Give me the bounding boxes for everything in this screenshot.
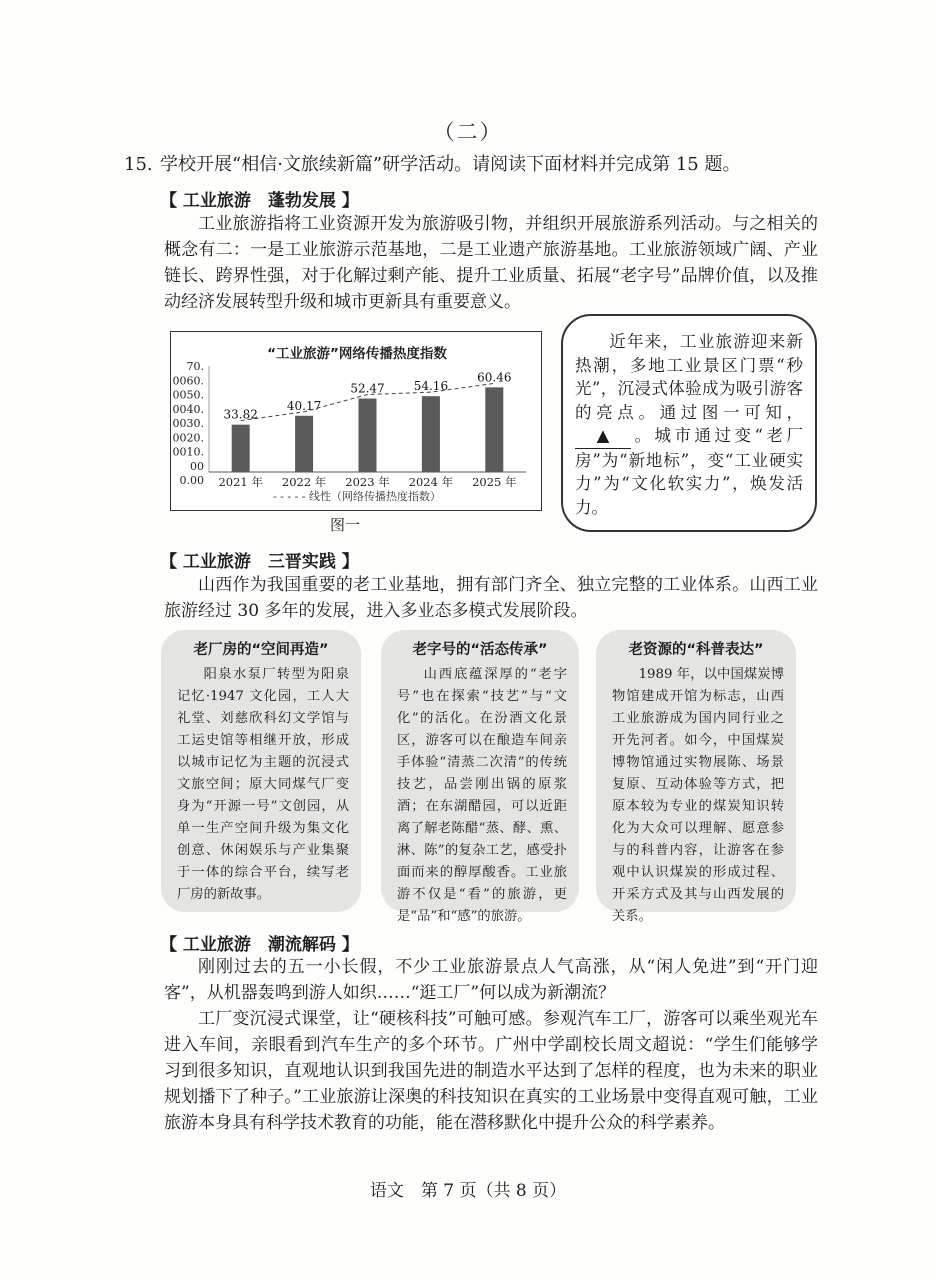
x-tick-label: 2024 年	[408, 475, 454, 489]
data-label: 54.16	[413, 379, 449, 394]
part1-paragraph: 工业旅游指将工业资源开发为旅游吸引物，并组织开展旅游系列活动。与之相关的概念有二：一是工业旅游示范基地，二是工业遗产旅游基地。工业旅游领域广阔、产业链长、跨界性强，对于化解过剩产能、提升工业质量、拓展“老字号”品牌价值，以及推动经济发展转型升级和城市更新具有重要意义。	[164, 214, 818, 312]
part2-paragraph: 山西作为我国重要的老工业基地，拥有部门齐全、独立完整的工业体系。山西工业旅游经过 30 多年的发展，进入多业态多模式发展阶段。	[164, 575, 818, 621]
question-text: 学校开展“相信·文旅续新篇”研学活动。请阅读下面材料并完成第 15 题。	[160, 154, 741, 175]
y-tick-label: 0060.	[172, 374, 204, 388]
part3-paragraph-2: 工厂变沉浸式课堂，让“硬核科技”可触可感。参观汽车工厂，游客可以乘坐观光车进入车间，亲眼看到汽车生产的多个环节。广州中学副校长周文超说：“学生们能够学习到很多知识，直观地认识到我国先进的制造水平达到了怎样的程度，也为未来的职业规划播下了种子。”工业旅游让深奥的科技知识在真实的工业场景中变得直观可触，工业旅游本身具有科学技术教育的功能，能在潜移默化中提升公众的科学素养。	[164, 1009, 818, 1133]
y-tick-label: 0030.	[172, 417, 204, 430]
page-footer: 语文 第 7 页（共 8 页）	[369, 1181, 567, 1201]
bar	[359, 399, 377, 472]
card-old-factory	[161, 630, 361, 912]
card-title: 老厂房的“空间再造”	[193, 642, 329, 658]
bubble-text-before: 近年来，工业旅游迎来新热潮，多地工业景区门票“秒光”，沉浸式体验成为吸引游客的亮点。通过图一可知，	[575, 332, 803, 422]
figure-label: 图一	[330, 516, 361, 534]
x-tick-label: 2022 年	[281, 475, 327, 489]
question-number: 15.	[124, 154, 153, 175]
speech-bubble	[561, 314, 817, 532]
answer-blank	[575, 424, 631, 449]
blank-mark: ▲	[596, 426, 610, 445]
question-stem	[124, 150, 740, 176]
bar	[422, 396, 440, 472]
card-text: 1989 年，以中国煤炭博物馆建成开馆为标志，山西工业旅游成为国内同行业之开先河者。如今，中国煤炭博物馆通过实物展陈、场景复原、互动体验等方式，把原本较为专业的煤炭知识转化为大众可以理解、愿意参与的科普内容，让游客在参观中认识煤炭的形成过程、开采方式及其与山西发展的关系。	[612, 667, 784, 924]
chart-legend: - - - - - 线性（网络传播热度指数）	[272, 490, 442, 503]
bubble-text-after: 。城市通过变“老厂房”为“新地标”，变“工业硬实力”为“文化软实力”，焕发活力。	[575, 426, 803, 517]
y-tick-label: 0010.	[172, 445, 204, 459]
bar	[232, 425, 250, 472]
y-tick-label: 0020.	[172, 431, 204, 445]
data-label: 33.82	[223, 407, 258, 422]
part3-paragraph-1: 刚刚过去的五一小长假，不少工业旅游景点人气高涨，从“闲人免进”到“开门迎客”，从机器轰鸣到游人如织……“逛工厂”何以成为新潮流？	[164, 957, 818, 1003]
y-axis-ticks	[173, 360, 205, 487]
card-text: 阳泉水泵厂转型为阳泉记忆·1947 文化园，工人大礼堂、刘慈欣科幻文学馆与工运史馆等相继开放，形成以城市记忆为主题的沉浸式文旅空间；原大同煤气厂变身为“开源一号”文创园，从单一生产空间升级为集文化创意、休闲娱乐与产业集聚于一体的综合平台，续写老厂房的新故事。	[177, 667, 349, 902]
x-axis-labels	[218, 475, 517, 489]
card-title: 老字号的“活态传承”	[412, 642, 548, 658]
part2-heading: 【 工业旅游 三晋实践 】	[160, 552, 359, 572]
data-label: 60.46	[477, 370, 512, 385]
bar	[295, 416, 313, 472]
y-tick-label: 0.00	[179, 474, 204, 487]
card-old-resources	[596, 630, 796, 924]
y-tick-label: 00	[190, 459, 204, 473]
chart-figure	[170, 331, 542, 511]
y-tick-label: 0040.	[172, 402, 204, 416]
section-title: （二）	[433, 120, 503, 144]
x-tick-label: 2021 年	[218, 475, 263, 489]
y-tick-label: 0050.	[172, 388, 204, 402]
data-label: 52.47	[350, 381, 385, 396]
x-tick-label: 2023 年	[345, 475, 390, 489]
bars-group	[232, 387, 504, 472]
chart-title: “工业旅游”网络传播热度指数	[267, 346, 447, 362]
card-time-honored-brand	[381, 630, 579, 924]
part3-heading: 【 工业旅游 潮流解码 】	[160, 935, 359, 955]
x-tick-label: 2025 年	[472, 475, 517, 489]
data-label: 40.17	[286, 398, 322, 413]
bar	[485, 387, 503, 472]
part1-heading: 【 工业旅游 蓬勃发展 】	[160, 191, 359, 211]
chart-svg	[171, 332, 541, 510]
card-title: 老资源的“科普表达”	[628, 642, 764, 658]
y-tick-label: 70.	[186, 360, 204, 373]
bubble-text	[575, 330, 803, 519]
card-text: 山西底蕴深厚的“老字号”也在探索“技艺”与“文化”的活化。在汾酒文化景区，游客可以在酿造车间亲手体验“清蒸二次清”的传统技艺，品尝刚出锅的原浆酒；在东湖醋园，可以近距离了解老陈醋“蒸、酵、熏、淋、陈”的复杂工艺，感受扑面而来的醇厚酸香。工业旅游不仅是“看”的旅游，更是“品”和“感”的旅游。	[397, 667, 567, 924]
